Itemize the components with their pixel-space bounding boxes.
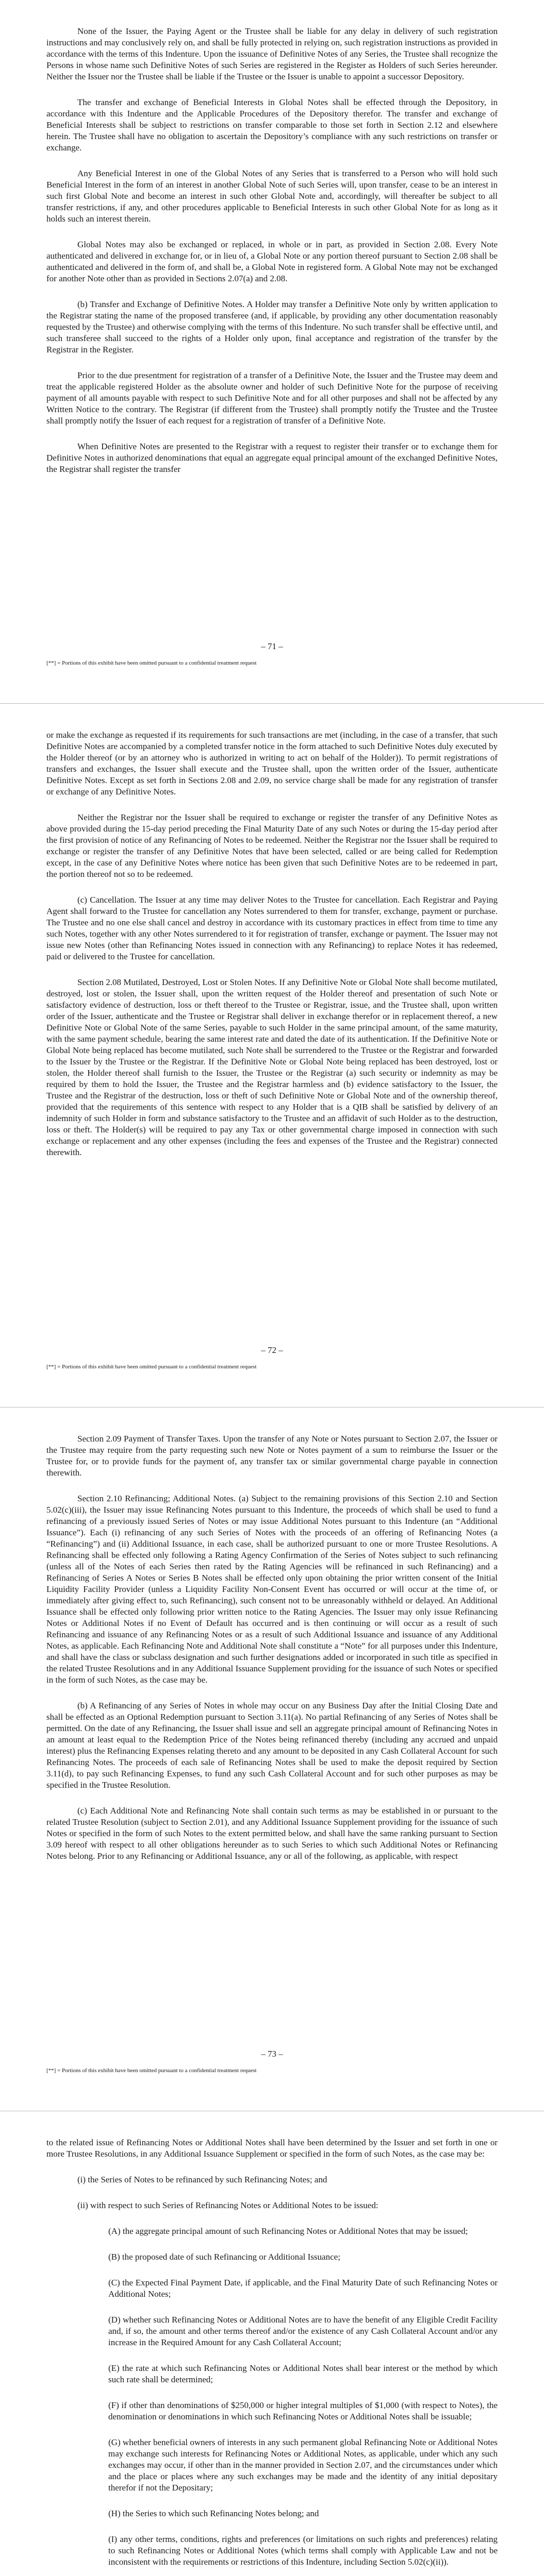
- page-body: [46, 2137, 498, 2576]
- document-page-74: [0, 2111, 544, 2576]
- document-page-71: [0, 0, 544, 703]
- paragraph: (b) A Refinancing of any Series of Notes in whole may occur on any Business Day after the Initial Closing Date and shall be effected as an Optional Redemption pursuant to Section 3.11(a). No partial Refinancing of any Series of Notes shall be permitted. On the date of any Refinancing, the Issuer shall issue and sell an aggregate principal amount of Refinancing Notes in an amount at least equal to the Redemption Price of the Notes being refinanced thereby (including any accrued and unpaid interest) plus the Refinancing Expenses relating thereto and any amount to be deposited in any Cash Collateral Account for such Refinancing Notes. The proceeds of each sale of Refinancing Notes shall be used to make the deposit required by Section 3.11(d), to pay such Refinancing Expenses, to fund any such Cash Collateral Account and for such other purposes as may be specified in the Trustee Resolution.: [46, 1701, 498, 1790]
- paragraph: Section 2.08 Mutilated, Destroyed, Lost or Stolen Notes. If any Definitive Note or Global Note shall become mutilated, destroyed, lost or stolen, the Issuer shall, upon the written request of the Holder thereof and presentation of such Note or satisfactory evidence of destruction, loss or theft thereof to the Trustee or Registrar, issue, and the Trustee shall, upon written order of the Issuer, authenticate and the Trustee or Registrar shall deliver in exchange therefor or in replacement thereof, a new Definitive Note or Global Note of the same Series, payable to such Holder in the same principal amount, of the same maturity, with the same payment schedule, bearing the same interest rate and dated the date of its authentication. If the Definitive Note or Global Note being replaced has become mutilated, such Note shall be surrendered to the Trustee or the Registrar and forwarded to the Issuer by the Trustee or the Registrar. If the Definitive Note or Global Note being replaced has been destroyed, lost or stolen, the Holder thereof shall furnish to the Issuer, the Trustee or the Registrar (a) such security or indemnity as may be required by them to hold the Issuer, the Trustee and the Registrar harmless and (b) evidence satisfactory to the Issuer, the Trustee and the Registrar of the destruction, loss or theft of such Definitive Note or Global Note and of the ownership thereof, provided that the requirements of this sentence with respect to any Holder that is a QIB shall be satisfied by delivery of an indemnity of such Holder in form and substance satisfactory to the Trustee and an affidavit of such Holder as to the destruction, loss or theft. The Holder(s) will be required to pay any Tax or other governmental charge imposed in connection with such exchange or replacement and any other expenses (including the fees and expenses of the Trustee and the Registrar) connected therewith.: [46, 977, 498, 1157]
- list-item: (D) whether such Refinancing Notes or Additional Notes are to have the benefit of any Eligible Credit Facility and, if so, the amount and other terms thereof and/or the existence of any Cash Collateral Account and/or any increase in the Required Amount for any Cash Collateral Account;: [108, 2315, 498, 2347]
- page-footer: [46, 641, 498, 666]
- list-item: (F) if other than denominations of $250,000 or higher integral multiples of $1,000 (with respect to Notes), the denomination or denominations in which such Refinancing Notes or Additional Notes shall be issuable;: [108, 2400, 498, 2421]
- list-item: (G) whether beneficial owners of interests in any such permanent global Refinancing Note or Additional Notes may exchange such interests for Refinancing Notes or Additional Notes, as applicable, under which any such exchanges may occur, if other than in the manner provided in Section 2.07, and the circumstances under which and the place or places where any such exchanges may be made and the identity of any initial depositary therefor if not the Depositary;: [108, 2437, 498, 2493]
- paragraph: (c) Cancellation. The Issuer at any time may deliver Notes to the Trustee for cancellation. Each Registrar and Paying Agent shall forward to the Trustee for cancellation any Notes surrendered to them for transfer, exchange, payment or purchase. The Trustee and no one else shall cancel and destroy in accordance with its customary practices in effect from time to time any such Notes, together with any other Notes surrendered to it for registration of transfer, exchange or payment. The Issuer may not issue new Notes (other than Refinancing Notes issued in connection with any Refinancing) to replace Notes it has redeemed, paid or delivered to the Trustee for cancellation.: [46, 895, 498, 961]
- paragraph: Global Notes may also be exchanged or replaced, in whole or in part, as provided in Section 2.08. Every Note authenticated and delivered in exchange for, or in lieu of, a Global Note or any portion thereof pursuant to Section 2.08 shall be authenticated and delivered in the form of, and shall be, a Global Note in registered form. A Global Note may not be exchanged for another Note other than as provided in Sections 2.07(a) and 2.08.: [46, 240, 498, 283]
- list-item: (C) the Expected Final Payment Date, if applicable, and the Final Maturity Date of such Refinancing Notes or Additional Notes;: [108, 2278, 498, 2299]
- page-number: – 71 –: [261, 641, 283, 651]
- document-page-72: [0, 704, 544, 1407]
- paragraph: to the related issue of Refinancing Notes or Additional Notes shall have been determined by the Issuer and set forth in one or more Trustee Resolutions, in any Additional Issuance Supplement or specified in the form of such Notes, as the case may be:: [46, 2138, 498, 2159]
- paragraph: Section 2.10 Refinancing; Additional Notes. (a) Subject to the remaining provisions of this Section 2.10 and Section 5.02(c)(iii), the Issuer may issue Refinancing Notes pursuant to this Indenture, the proceeds of which shall be used to fund a refinancing of a previously issued Series of Notes or may issue Additional Notes pursuant to this Indenture (an “Additional Issuance”). Each (i) refinancing of any such Series of Notes with the proceeds of an offering of Refinancing Notes (a “Refinancing”) and (ii) Additional Issuance, in each case, shall be authorized pursuant to one or more Trustee Resolutions. A Refinancing shall be effected only following a Rating Agency Confirmation of the Series of Notes subject to such refinancing (unless all of the Notes of each Series then rated by the Rating Agencies will be refinanced in such Refinancing) and a Refinancing of Series A Notes or Series B Notes shall be effected only upon obtaining the prior written consent of the Initial Liquidity Facility Provider (unless a Liquidity Facility Non-Consent Event has occurred or will occur at the time of, or immediately after giving effect to, such Refinancing), such consent not to be unreasonably withheld or delayed. An Additional Issuance shall be effected only following prior written notice to the Rating Agencies. The Issuer may only issue Refinancing Notes or Additional Notes if no Event of Default has occurred and is then continuing or will occur as a result of such Refinancing and issuance of any Refinancing Notes or as a result of such Additional Issuance and issuance of any Additional Notes, as applicable. Each Refinancing Note and Additional Note shall constitute a “Note” for all purposes under this Indenture, and shall have the class or subclass designation and such further designations added or incorporated in such title as specified in the related Trustee Resolutions and in any Additional Issuance Supplement providing for the issuance of such Notes or specified in the form of such Notes, as the case may be.: [46, 1494, 498, 1685]
- document-page-73: [0, 1408, 544, 2111]
- list-item: (B) the proposed date of such Refinancing or Additional Issuance;: [108, 2252, 340, 2262]
- paragraph: or make the exchange as requested if its requirements for such transactions are met (including, in the case of a transfer, that such Definitive Notes are accompanied by a completed transfer notice in the form attached to such Definitive Notes duly executed by the Holder thereof (or by an attorney who is authorized in writing to act on behalf of the Holder)). To permit registrations of transfers and exchanges, the Issuer shall execute and the Trustee shall, upon the written order of the Issuer, authenticate Definitive Notes. Except as set forth in Sections 2.08 and 2.09, no service charge shall be made for any registration of transfer or exchange of any Definitive Notes.: [46, 730, 498, 796]
- page-body: [46, 1433, 498, 1876]
- paragraph: Prior to the due presentment for registration of a transfer of a Definitive Note, the Issuer and the Trustee may deem and treat the applicable registered Holder as the absolute owner and holder of such Definitive Note for the purpose of receiving payment of all amounts payable with respect to such Definitive Note and for all other purposes and shall not be affected by any Written Notice to the contrary. The Registrar (if different from the Trustee) shall promptly notify the Trustee and the Trustee shall promptly notify the Issuer of each request for a registration of transfer of a Definitive Note.: [46, 370, 498, 426]
- page-number: – 72 –: [261, 1345, 283, 1355]
- paragraph: When Definitive Notes are presented to the Registrar with a request to register their transfer or to exchange them for Definitive Notes in authorized denominations that equal an aggregate equal principal amount of the exchanged Definitive Notes, the Registrar shall register the transfer: [46, 442, 498, 474]
- confidential-note: [**] = Portions of this exhibit have been omitted pursuant to a confidential treatment request: [46, 2067, 257, 2074]
- list-item: (H) the Series to which such Refinancing Notes belong; and: [108, 2509, 319, 2518]
- page-body: [46, 730, 498, 1173]
- page-number: – 73 –: [261, 2049, 283, 2059]
- list-item: (A) the aggregate principal amount of such Refinancing Notes or Additional Notes that may be issued;: [108, 2226, 468, 2236]
- paragraph: Section 2.09 Payment of Transfer Taxes. Upon the transfer of any Note or Notes pursuant to Section 2.07, the Issuer or the Trustee may require from the party requesting such new Note or Notes payment of a sum to reimburse the Issuer or the Trustee for, or to provide funds for the payment of, any transfer tax or similar governmental charge payable in connection therewith.: [46, 1434, 498, 1478]
- paragraph: The transfer and exchange of Beneficial Interests in Global Notes shall be effected through the Depository, in accordance with this Indenture and the Applicable Procedures of the Depository therefor. The transfer and exchange of Beneficial Interests shall be subject to restrictions on transfer comparable to those set forth in Section 2.12 and elsewhere herein. The Trustee shall have no obligation to ascertain the Depository’s compliance with any such restrictions on transfer or exchange.: [46, 97, 498, 152]
- list-item: (i) the Series of Notes to be refinanced by such Refinancing Notes; and: [77, 2175, 327, 2184]
- paragraph: (c) Each Additional Note and Refinancing Note shall contain such terms as may be established in or pursuant to the related Trustee Resolution (subject to Section 2.01), and any Additional Issuance Supplement providing for the issuance of such Notes or specified in the form of such Notes to the extent permitted below, and shall have the same ranking pursuant to Section 3.09 hereof with respect to all other obligations hereunder as to such Series to which such Additional Notes or Refinancing Notes belong. Prior to any Refinancing or Additional Issuance, any or all of the following, as applicable, with respect: [46, 1806, 498, 1861]
- page-footer: [46, 1345, 498, 1370]
- page-footer: [46, 2049, 498, 2074]
- paragraph: None of the Issuer, the Paying Agent or the Trustee shall be liable for any delay in delivery of such registration instructions and may conclusively rely on, and shall be fully protected in relying on, such registration instructions as provided in accordance with the terms of this Indenture. Upon the issuance of Definitive Notes of any Series, the Trustee shall recognize the Persons in whose name such Definitive Notes of such Series are registered in the Register as Holders of such Series hereunder. Neither the Issuer nor the Trustee shall be liable if the Trustee or the Issuer is unable to appoint a successor Depository.: [46, 26, 498, 81]
- paragraph: (b) Transfer and Exchange of Definitive Notes. A Holder may transfer a Definitive Note only by written application to the Registrar stating the name of the proposed transferee (and, if applicable, by providing any other documentation reasonably requested by the Trustee) and otherwise complying with the terms of this Indenture. No such transfer shall be effective until, and such transferee shall succeed to the rights of a Holder only upon, final acceptance and registration of the transfer by the Registrar in the Register.: [46, 299, 498, 354]
- paragraph: Neither the Registrar nor the Issuer shall be required to exchange or register the transfer of any Definitive Notes as above provided during the 15-day period preceding the Final Maturity Date of any such Notes or during the 15-day period after the first provision of notice of any Refinancing of Notes to be redeemed. Neither the Registrar nor the Issuer shall be required to exchange or register the transfer of any Definitive Notes that have been selected, called or are being called for Redemption except, in the case of any Definitive Notes where notice has been given that such Definitive Notes are to be redeemed in part, the portion thereof not so to be redeemed.: [46, 812, 498, 879]
- confidential-note: [**] = Portions of this exhibit have been omitted pursuant to a confidential treatment request: [46, 660, 257, 666]
- list-item: (I) any other terms, conditions, rights and preferences (or limitations on such rights and preferences) relating to such Refinancing Notes or Additional Notes (which terms shall comply with Applicable Law and not be inconsistent with the requirements or restrictions of this Indenture, including Section 5.02(c)(ii)).: [108, 2534, 498, 2567]
- page-body: [46, 26, 498, 489]
- list-item: (ii) with respect to such Series of Refinancing Notes or Additional Notes to be issued:: [77, 2200, 378, 2210]
- paragraph: Any Beneficial Interest in one of the Global Notes of any Series that is transferred to a Person who will hold such Beneficial Interest in the form of an interest in another Global Note of such Series will, upon transfer, cease to be an interest in such first Global Note and become an interest in such other Global Note and, accordingly, will thereafter be subject to all transfer restrictions, if any, and other procedures applicable to Beneficial Interests in such other Global Note for as long as it holds such an interest therein.: [46, 168, 498, 224]
- list-item: (E) the rate at which such Refinancing Notes or Additional Notes shall bear interest or the method by which such rate shall be determined;: [108, 2363, 498, 2384]
- confidential-note: [**] = Portions of this exhibit have been omitted pursuant to a confidential treatment request: [46, 1364, 257, 1370]
